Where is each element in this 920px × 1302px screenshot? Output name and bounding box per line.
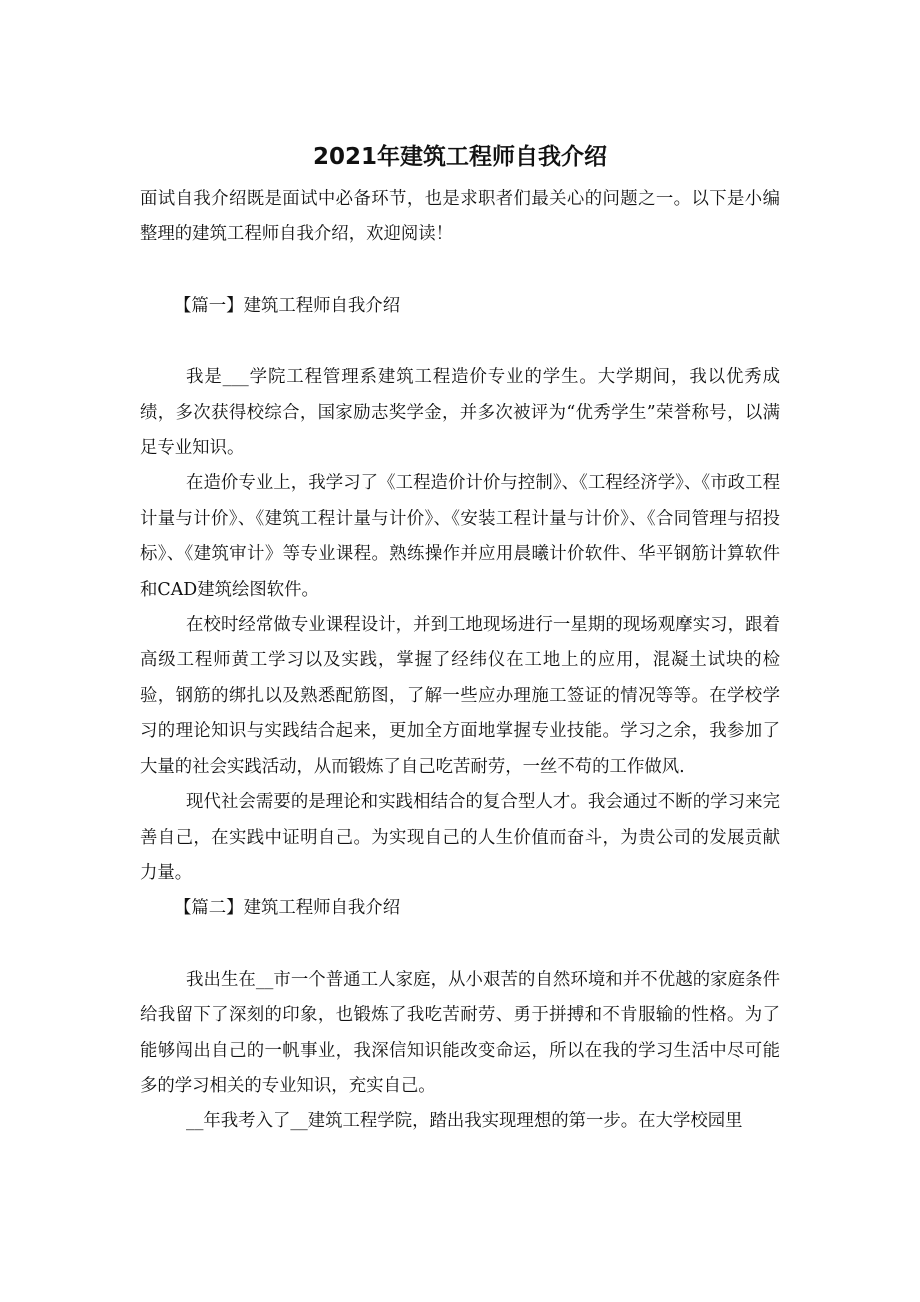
intro-paragraph: 面试自我介绍既是面试中必备环节，也是求职者们最关心的问题之一。以下是小编整理的建筑工程师自我介绍，欢迎阅读！ bbox=[140, 189, 780, 245]
section-1-paragraph-2: 在造价专业上，我学习了《工程造价计价与控制》、《工程经济学》、《市政工程计量与计价》、《建筑工程计量与计价》、《安装工程计量与计价》、《合同管理与招投标》、《建筑审计》等专业课程。熟练操作并应用晨曦计价软件、华平钢筋计算软件和CAD建筑绘图软件。 bbox=[140, 473, 780, 600]
section-heading-1: 【篇一】建筑工程师自我介绍 bbox=[174, 295, 401, 316]
section-1-paragraph-4: 现代社会需要的是理论和实践相结合的复合型人才。我会通过不断的学习来完善自己，在实践中证明自己。为实现自己的人生价值而奋斗，为贵公司的发展贡献力量。 bbox=[140, 792, 780, 883]
section-2-paragraph-2: __年我考入了__建筑工程学院，踏出我实现理想的第一步。在大学校园里 bbox=[186, 1111, 743, 1132]
document-body bbox=[140, 182, 780, 1140]
section-1-paragraph-3: 在校时经常做专业课程设计，并到工地现场进行一星期的现场观摩实习，跟着高级工程师黄工学习以及实践，掌握了经纬仪在工地上的应用，混凝土试块的检验，钢筋的绑扎以及熟悉配筋图，了解一些应办理施工签证的情况等等。在学校学习的理论知识与实践结合起来，更加全方面地掌握专业技能。学习之余，我参加了大量的社会实践活动，从而锻炼了自己吃苦耐劳，一丝不苟的工作做风. bbox=[140, 615, 780, 777]
document-title: 2021年建筑工程师自我介绍 bbox=[312, 144, 607, 170]
section-heading-2: 【篇二】建筑工程师自我介绍 bbox=[174, 898, 401, 919]
section-1-paragraph-1: 我是___学院工程管理系建筑工程造价专业的学生。大学期间，我以优秀成绩，多次获得校综合，国家励志奖学金，并多次被评为“优秀学生”荣誉称号，以满足专业知识。 bbox=[140, 367, 780, 459]
section-2-paragraph-1: 我出生在__市一个普通工人家庭，从小艰苦的自然环境和并不优越的家庭条件给我留下了深刻的印象，也锻炼了我吃苦耐劳、勇于拼搏和不肯服输的性格。为了能够闯出自己的一帆事业，我深信知识能改变命运，所以在我的学习生活中尽可能多的学习相关的专业知识，充实自己。 bbox=[140, 969, 780, 1096]
